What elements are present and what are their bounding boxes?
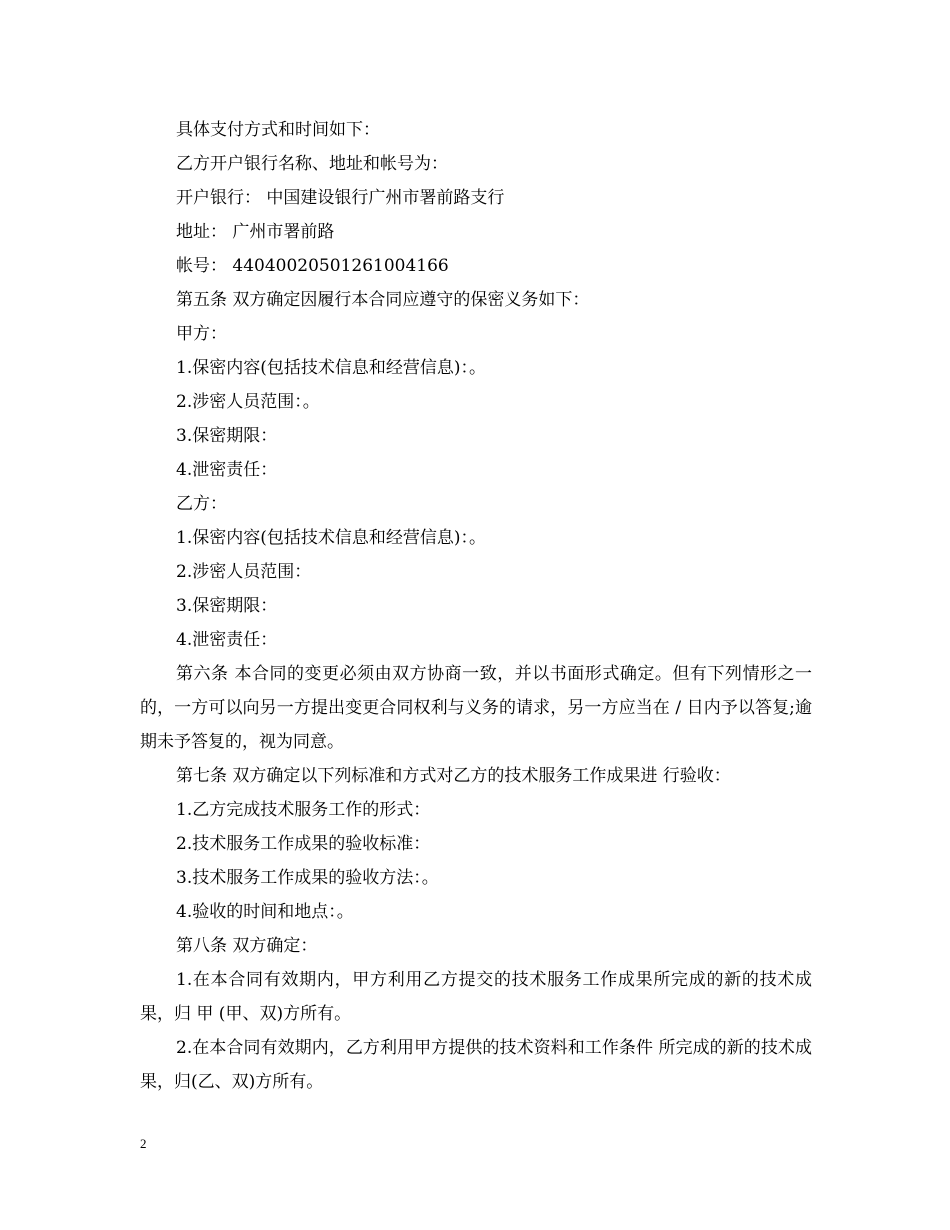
party-a-item-2: 2.涉密人员范围：。 <box>176 392 320 412</box>
party-b-item-3: 3.保密期限： <box>176 596 278 616</box>
account-number-line: 帐号： 44040020501261004166 <box>176 256 449 276</box>
bank-address-line: 地址： 广州市署前路 <box>176 222 335 242</box>
party-a-item-4: 4.泄密责任： <box>176 460 278 480</box>
party-b-item-2: 2.涉密人员范围： <box>176 562 312 582</box>
article-8-item-1: 1.在本合同有效期内，甲方利用乙方提交的技术服务工作成果所完成的新的技术成果，归 甲 (甲、双)方所有。 <box>140 970 812 1024</box>
bank-info-heading: 乙方开户银行名称、地址和帐号为： <box>176 154 448 174</box>
article-8-item-2: 2.在本合同有效期内，乙方利用甲方提供的技术资料和工作条件 所完成的新的技术成果，归(乙、双)方所有。 <box>140 1038 812 1092</box>
party-b-label: 乙方： <box>176 494 227 514</box>
page-number: 2 <box>140 1136 147 1151</box>
article-5-heading: 第五条 双方确定因履行本合同应遵守的保密义务如下： <box>176 290 590 310</box>
article-7-item-4: 4.验收的时间和地点：。 <box>176 902 354 922</box>
party-a-item-1: 1.保密内容(包括技术信息和经营信息)：。 <box>176 358 486 378</box>
document-body <box>140 113 812 1099</box>
article-8-heading: 第八条 双方确定： <box>176 936 318 956</box>
article-6-paragraph: 第六条 本合同的变更必须由双方协商一致，并以书面形式确定。但有下列情形之一的，一方可以向另一方提出变更合同权利与义务的请求，另一方应当在 / 日内予以答复;逾期未予答复的，视为同意。 <box>140 664 812 752</box>
party-a-item-3: 3.保密期限： <box>176 426 278 446</box>
article-7-heading: 第七条 双方确定以下列标准和方式对乙方的技术服务工作成果进 行验收： <box>176 766 731 786</box>
party-a-label: 甲方： <box>176 324 227 344</box>
article-7-item-2: 2.技术服务工作成果的验收标准： <box>176 834 431 854</box>
bank-name-line: 开户银行： 中国建设银行广州市署前路支行 <box>176 188 505 208</box>
party-b-item-1: 1.保密内容(包括技术信息和经营信息)：。 <box>176 528 486 548</box>
article-7-item-1: 1.乙方完成技术服务工作的形式： <box>176 800 431 820</box>
article-7-item-3: 3.技术服务工作成果的验收方法：。 <box>176 868 439 888</box>
party-b-item-4: 4.泄密责任： <box>176 630 278 650</box>
payment-method-line: 具体支付方式和时间如下： <box>176 120 380 140</box>
